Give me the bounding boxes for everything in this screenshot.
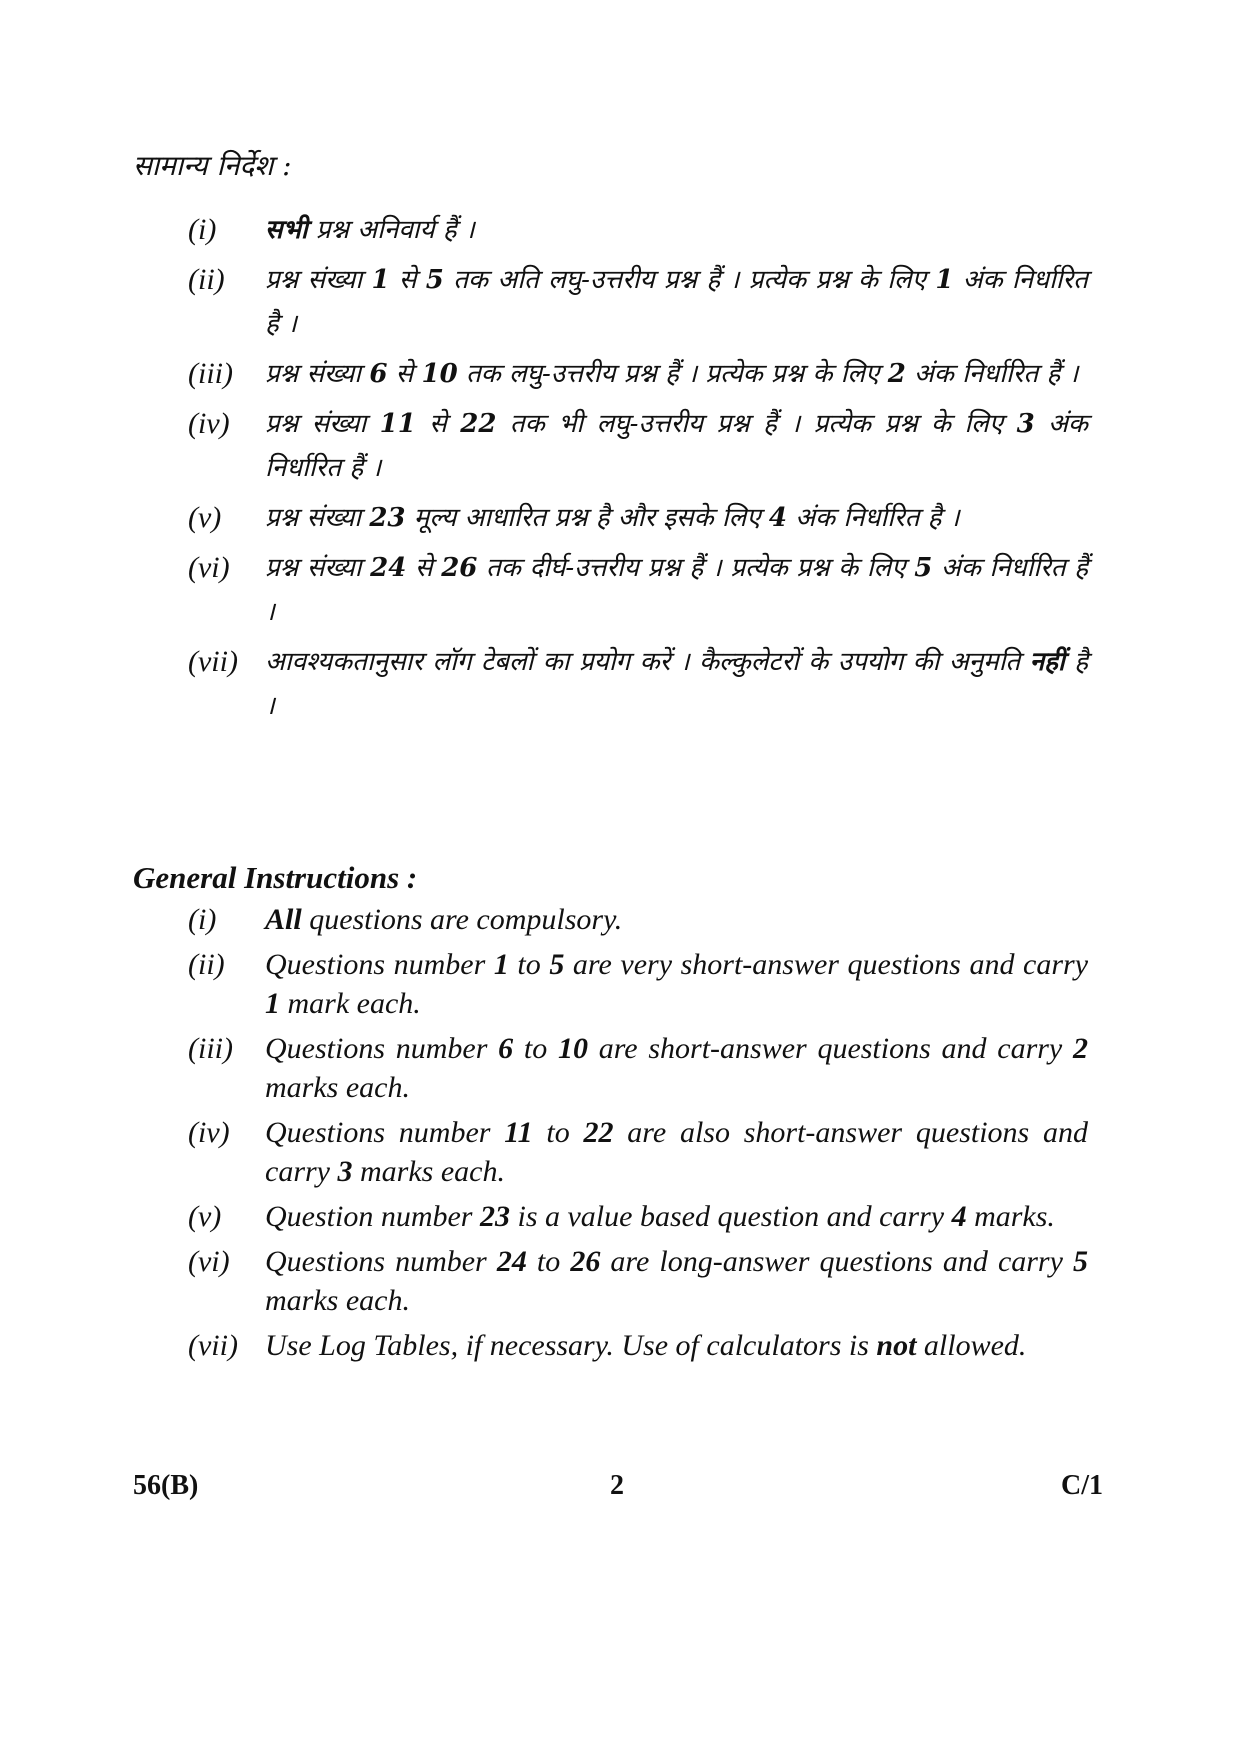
instruction-item	[188, 1113, 1088, 1191]
text-run: से	[387, 359, 422, 389]
instruction-text	[265, 640, 1088, 728]
instruction-number: (vii)	[188, 645, 238, 678]
text-run: प्रश्न संख्या	[265, 359, 370, 389]
instruction-item	[188, 945, 1088, 1023]
bold-text: 1	[371, 265, 390, 295]
text-run: to	[532, 1116, 584, 1149]
instruction-text	[265, 258, 1088, 346]
instruction-text	[265, 1326, 1088, 1365]
text-run: are very short-answer questions and carry	[564, 948, 1089, 981]
text-run: Questions number	[265, 1245, 497, 1278]
text-run: प्रश्न संख्या	[265, 409, 380, 439]
bold-text: 5	[425, 265, 444, 295]
text-run: से	[415, 409, 461, 439]
text-run: are long-answer questions and carry	[600, 1245, 1073, 1278]
text-run: Use Log Tables, if necessary. Use of calculators is	[265, 1329, 877, 1362]
instruction-item	[188, 496, 1088, 540]
bold-text: 2	[887, 359, 906, 389]
text-run: प्रश्न संख्या	[265, 503, 370, 533]
text-run: marks each.	[352, 1155, 505, 1188]
bold-text: 10	[557, 1032, 588, 1065]
text-run: है ।	[265, 647, 1088, 721]
text-run: marks each.	[265, 1071, 410, 1104]
bold-text: 2	[1073, 1032, 1088, 1065]
text-run: से	[406, 553, 442, 583]
instruction-text	[265, 352, 1088, 396]
text-run: अंक निर्धारित है ।	[265, 265, 1088, 339]
bold-text: 11	[504, 1116, 533, 1149]
text-run: marks.	[966, 1200, 1055, 1233]
text-run: अंक निर्धारित हैं ।	[905, 359, 1079, 389]
instruction-text	[265, 1197, 1088, 1236]
bold-text: 22	[583, 1116, 614, 1149]
text-run: मूल्य आधारित प्रश्न है और इसके लिए	[405, 503, 769, 533]
bold-text: 6	[498, 1032, 514, 1065]
hindi-instructions-heading: सामान्य निर्देश :	[133, 149, 292, 182]
text-run: Questions number	[265, 948, 494, 981]
instruction-number: (vi)	[188, 1245, 230, 1278]
paper-code: 56(B)	[133, 1470, 199, 1501]
bold-text: 3	[337, 1155, 353, 1188]
text-run: to	[526, 1245, 571, 1278]
bold-text: 26	[570, 1245, 601, 1278]
instruction-item	[188, 546, 1088, 634]
text-run: is a value based question and carry	[509, 1200, 952, 1233]
instruction-text	[265, 208, 1088, 252]
bold-text: नहीं	[1029, 647, 1065, 677]
instruction-text	[265, 900, 1088, 939]
bold-text: not	[876, 1329, 917, 1362]
bold-text: 23	[369, 503, 406, 533]
instruction-number: (ii)	[188, 263, 225, 296]
text-run: mark each.	[280, 987, 421, 1020]
instruction-number: (iv)	[188, 1116, 230, 1149]
instruction-number: (i)	[188, 213, 217, 246]
bold-text: 24	[496, 1245, 527, 1278]
instruction-text	[265, 496, 1088, 540]
text-run: तक भी लघु-उत्तरीय प्रश्न हैं । प्रत्येक प्रश्न के लिए	[496, 409, 1017, 439]
instruction-number: (v)	[188, 1200, 222, 1233]
text-run: Questions number	[265, 1032, 499, 1065]
text-run: प्रश्न संख्या	[265, 553, 371, 583]
text-run: तक अति लघु-उत्तरीय प्रश्न हैं । प्रत्येक प्रश्न के लिए	[443, 265, 936, 295]
instruction-item	[188, 1197, 1088, 1236]
instruction-text	[265, 1029, 1088, 1107]
instruction-number: (iv)	[188, 407, 230, 440]
instruction-text	[265, 1242, 1088, 1320]
set-code: C/1	[1061, 1470, 1103, 1501]
text-run: to	[513, 1032, 558, 1065]
text-run: to	[508, 948, 550, 981]
text-run: अंक निर्धारित हैं ।	[265, 409, 1088, 483]
text-run: तक लघु-उत्तरीय प्रश्न हैं । प्रत्येक प्रश्न के लिए	[457, 359, 888, 389]
instruction-item	[188, 402, 1088, 490]
bold-text: 5	[549, 948, 565, 981]
text-run: Questions number	[265, 1116, 505, 1149]
instruction-text	[265, 546, 1088, 634]
bold-text: 6	[369, 359, 388, 389]
bold-text: सभी	[265, 215, 308, 245]
hindi-instructions-list	[188, 208, 1088, 734]
bold-text: 23	[479, 1200, 510, 1233]
bold-text: 1	[493, 948, 509, 981]
instruction-item	[188, 258, 1088, 346]
bold-text: 22	[460, 409, 497, 439]
english-instructions-heading: General Instructions :	[133, 860, 418, 895]
bold-text: 5	[914, 553, 933, 583]
instruction-number: (iii)	[188, 357, 233, 390]
text-run: अंक निर्धारित है ।	[786, 503, 960, 533]
instruction-text	[265, 1113, 1088, 1191]
text-run: आवश्यकतानुसार लॉग टेबलों का प्रयोग करें । कैल्कुलेटरों के उपयोग की अनुमति	[265, 647, 1030, 677]
instruction-number: (ii)	[188, 948, 225, 981]
instruction-item	[188, 640, 1088, 728]
instruction-number: (vi)	[188, 551, 230, 584]
text-run: allowed.	[916, 1329, 1027, 1362]
text-run: प्रश्न संख्या	[265, 265, 372, 295]
instruction-item	[188, 352, 1088, 396]
instruction-number: (iii)	[188, 1032, 233, 1065]
instruction-item	[188, 1242, 1088, 1320]
bold-text: 1	[935, 265, 954, 295]
text-run: marks each.	[265, 1284, 410, 1317]
instruction-item	[188, 1029, 1088, 1107]
bold-text: 3	[1016, 409, 1035, 439]
bold-text: 11	[379, 409, 416, 439]
instruction-number: (i)	[188, 903, 217, 936]
bold-text: 24	[370, 553, 407, 583]
instruction-item	[188, 900, 1088, 939]
text-run: तक दीर्घ-उत्तरीय प्रश्न हैं । प्रत्येक प्रश्न के लिए	[477, 553, 915, 583]
instruction-item	[188, 208, 1088, 252]
bold-text: All	[265, 903, 302, 936]
bold-text: 26	[441, 553, 478, 583]
bold-text: 1	[265, 987, 280, 1020]
instruction-text	[265, 945, 1088, 1023]
bold-text: 4	[768, 503, 787, 533]
text-run: are short-answer questions and carry	[587, 1032, 1073, 1065]
instruction-item	[188, 1326, 1088, 1365]
page-number: 2	[610, 1470, 624, 1501]
bold-text: 4	[951, 1200, 967, 1233]
instruction-number: (vii)	[188, 1329, 238, 1362]
text-run: से	[389, 265, 426, 295]
text-run: Question number	[265, 1200, 480, 1233]
text-run: are also short-answer questions and carry	[265, 1116, 1088, 1188]
bold-text: 5	[1073, 1245, 1088, 1278]
text-run: प्रश्न अनिवार्य हैं ।	[307, 215, 475, 245]
text-run: अंक निर्धारित हैं ।	[265, 553, 1089, 627]
instruction-text	[265, 402, 1088, 490]
english-instructions-list	[188, 900, 1088, 1371]
text-run: questions are compulsory.	[301, 903, 623, 936]
instruction-number: (v)	[188, 501, 222, 534]
bold-text: 10	[421, 359, 458, 389]
